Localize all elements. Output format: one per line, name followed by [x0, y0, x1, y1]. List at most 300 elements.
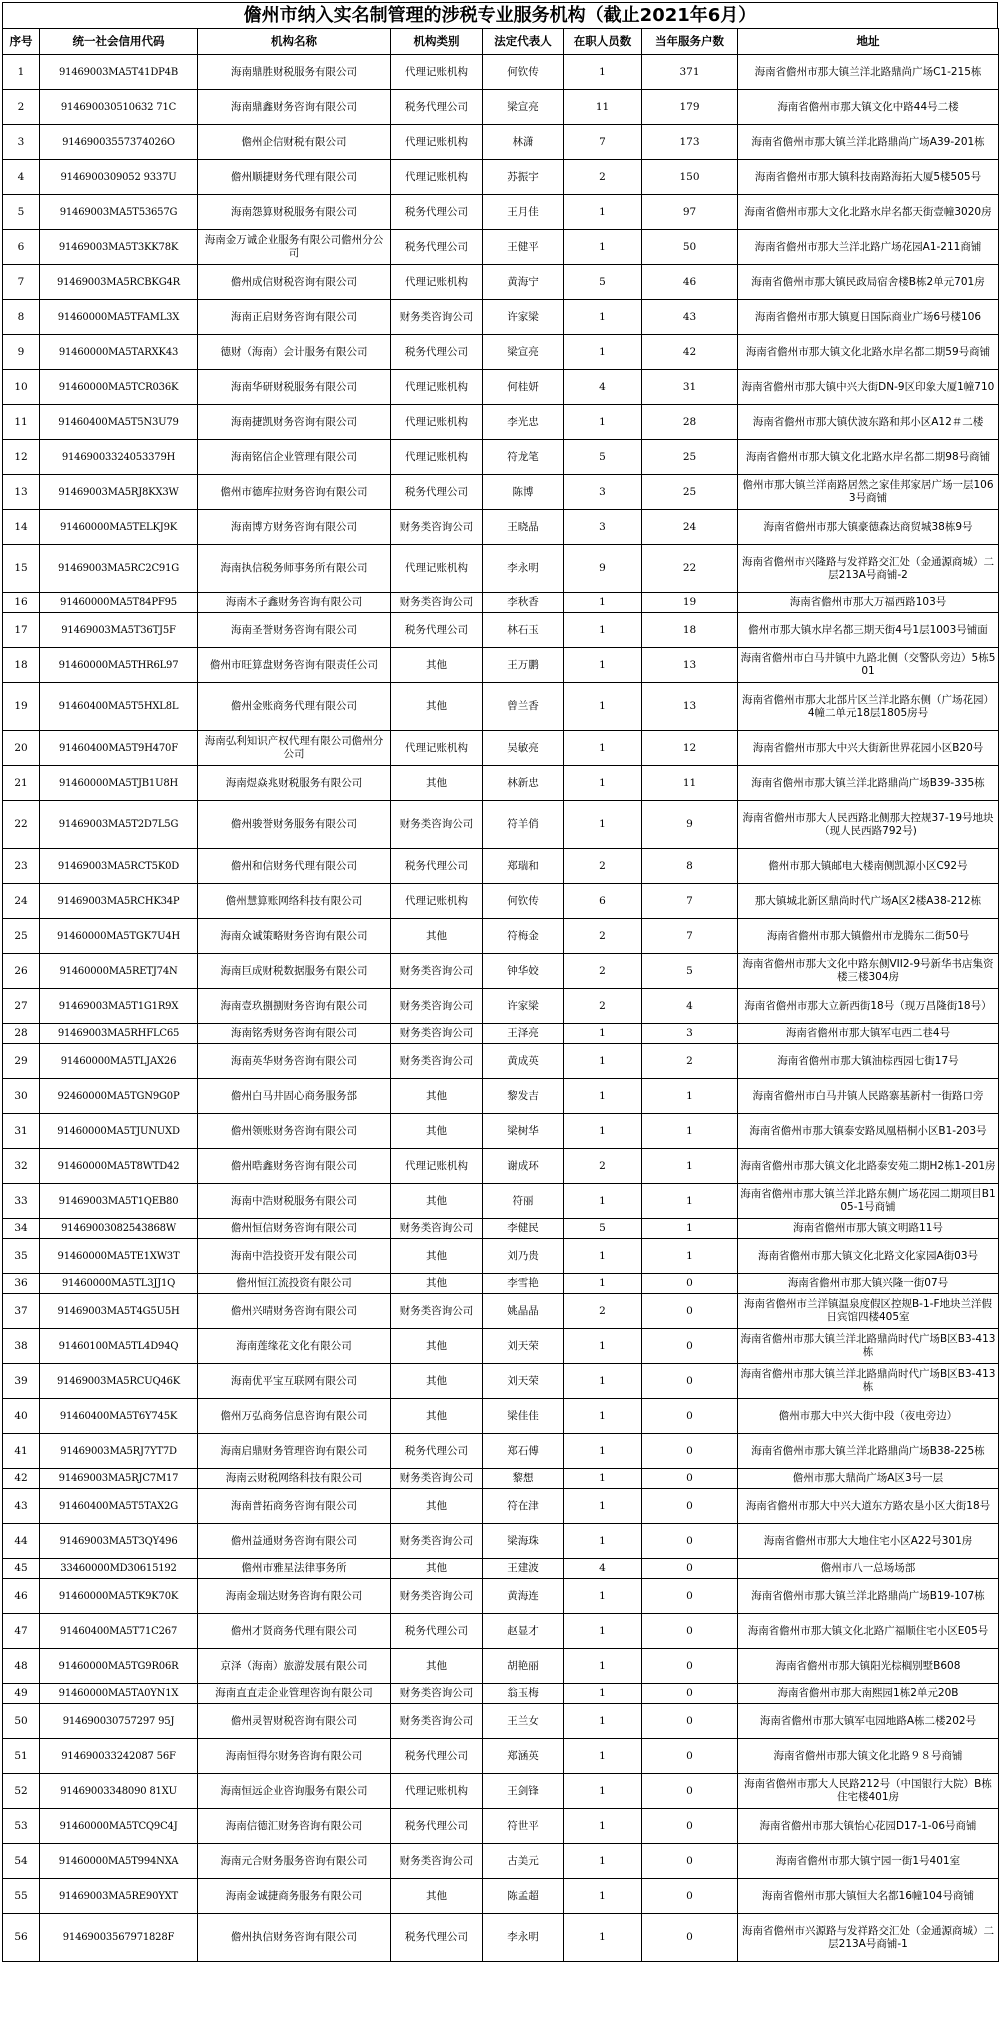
cell-clients: 2	[642, 1044, 738, 1079]
cell-rep: 梁海珠	[483, 1524, 564, 1559]
cell-clients: 1	[642, 1184, 738, 1219]
cell-name: 海南铭信企业管理有限公司	[198, 440, 391, 475]
cell-rep: 刘天荣	[483, 1329, 564, 1364]
cell-code: 91460000MA5TJB1U8H	[40, 766, 198, 801]
cell-staff: 1	[564, 1879, 642, 1914]
cell-addr: 海南省儋州市那大镇文化北路水岸名都二期59号商铺	[738, 335, 999, 370]
cell-clients: 3	[642, 1024, 738, 1044]
cell-addr: 海南省儋州市兰洋镇温泉度假区控规B-1-F地块兰洋假日宾馆四楼405室	[738, 1294, 999, 1329]
cell-staff: 2	[564, 989, 642, 1024]
cell-staff: 2	[564, 160, 642, 195]
table-row	[3, 1524, 999, 1559]
table-row	[3, 613, 999, 648]
header-staff: 在职人员数	[564, 29, 642, 55]
cell-code: 91460000MA5TE1XW3T	[40, 1239, 198, 1274]
table-row	[3, 55, 999, 90]
cell-no: 53	[3, 1809, 40, 1844]
cell-code: 91469003MA5RJ8KX3W	[40, 475, 198, 510]
cell-name: 儋州领账财务咨询有限公司	[198, 1114, 391, 1149]
cell-clients: 46	[642, 265, 738, 300]
cell-code: 91460400MA5T71C267	[40, 1614, 198, 1649]
cell-clients: 0	[642, 1809, 738, 1844]
cell-type: 财务类咨询公司	[391, 1524, 483, 1559]
cell-no: 5	[3, 195, 40, 230]
cell-staff: 4	[564, 370, 642, 405]
cell-staff: 11	[564, 90, 642, 125]
cell-type: 税务代理公司	[391, 230, 483, 265]
cell-staff: 1	[564, 766, 642, 801]
cell-clients: 0	[642, 1364, 738, 1399]
cell-addr: 海南省儋州市那大镇怡心花园D17-1-06号商铺	[738, 1809, 999, 1844]
cell-name: 海南正启财务咨询有限公司	[198, 300, 391, 335]
cell-type: 其他	[391, 1079, 483, 1114]
table-row	[3, 1294, 999, 1329]
cell-code: 91460000MA5T994NXA	[40, 1844, 198, 1879]
cell-clients: 5	[642, 954, 738, 989]
document-title: 儋州市纳入实名制管理的涉税专业服务机构（截止2021年6月）	[2, 2, 998, 28]
cell-staff: 1	[564, 55, 642, 90]
cell-rep: 梁佳佳	[483, 1399, 564, 1434]
cell-name: 儋州骏誉财务服务有限公司	[198, 801, 391, 849]
cell-clients: 31	[642, 370, 738, 405]
table-row	[3, 440, 999, 475]
cell-no: 18	[3, 648, 40, 683]
cell-name: 儋州和信财务代理有限公司	[198, 849, 391, 884]
cell-type: 其他	[391, 683, 483, 731]
cell-staff: 1	[564, 1579, 642, 1614]
table-row	[3, 1219, 999, 1239]
cell-addr: 海南省儋州市那大镇兴隆一街07号	[738, 1274, 999, 1294]
cell-no: 33	[3, 1184, 40, 1219]
cell-name: 海南壹玖捌捌财务咨询有限公司	[198, 989, 391, 1024]
cell-no: 40	[3, 1399, 40, 1434]
cell-name: 儋州顺捷财务代理有限公司	[198, 160, 391, 195]
cell-addr: 海南省儋州市那大镇兰洋北路鼎尚广场C1-215栋	[738, 55, 999, 90]
cell-code: 91469003MA5T1QEB80	[40, 1184, 198, 1219]
cell-staff: 2	[564, 954, 642, 989]
cell-staff: 1	[564, 613, 642, 648]
cell-type: 其他	[391, 1274, 483, 1294]
cell-staff: 1	[564, 1914, 642, 1962]
cell-rep: 李永明	[483, 1914, 564, 1962]
cell-clients: 24	[642, 510, 738, 545]
cell-no: 16	[3, 593, 40, 613]
table-row	[3, 1649, 999, 1684]
cell-name: 海南金万诚企业服务有限公司儋州分公司	[198, 230, 391, 265]
cell-clients: 28	[642, 405, 738, 440]
cell-code: 91460400MA5T6Y745K	[40, 1399, 198, 1434]
cell-clients: 7	[642, 919, 738, 954]
cell-type: 其他	[391, 1184, 483, 1219]
cell-type: 财务类咨询公司	[391, 801, 483, 849]
cell-no: 21	[3, 766, 40, 801]
cell-rep: 符龙笔	[483, 440, 564, 475]
table-row	[3, 1239, 999, 1274]
cell-rep: 黎发吉	[483, 1079, 564, 1114]
cell-type: 代理记账机构	[391, 55, 483, 90]
cell-addr: 海南省儋州市那大镇文化北路９８号商铺	[738, 1739, 999, 1774]
cell-name: 海南启鼎财务管理咨询有限公司	[198, 1434, 391, 1469]
cell-clients: 43	[642, 300, 738, 335]
cell-rep: 林石玉	[483, 613, 564, 648]
cell-addr: 海南省儋州市那大镇恒大名都16幢104号商铺	[738, 1879, 999, 1914]
table-row	[3, 1684, 999, 1704]
cell-rep: 何桂妍	[483, 370, 564, 405]
cell-no: 29	[3, 1044, 40, 1079]
cell-code: 91460400MA5T5HXL8L	[40, 683, 198, 731]
cell-clients: 0	[642, 1434, 738, 1469]
cell-no: 47	[3, 1614, 40, 1649]
cell-staff: 1	[564, 1434, 642, 1469]
cell-clients: 0	[642, 1329, 738, 1364]
cell-clients: 19	[642, 593, 738, 613]
cell-addr: 海南省儋州市那大镇文化北路泰安苑二期H2栋1-201房	[738, 1149, 999, 1184]
table-row	[3, 1274, 999, 1294]
cell-staff: 2	[564, 849, 642, 884]
cell-code: 91460000MA5TG9R06R	[40, 1649, 198, 1684]
cell-code: 91469003MA5RC2C91G	[40, 545, 198, 593]
table-row	[3, 683, 999, 731]
table-row	[3, 265, 999, 300]
cell-code: 91469003MA5RHFLC65	[40, 1024, 198, 1044]
table-row	[3, 1774, 999, 1809]
cell-code: 914690033242087 56F	[40, 1739, 198, 1774]
cell-type: 代理记账机构	[391, 1774, 483, 1809]
cell-no: 7	[3, 265, 40, 300]
table-row	[3, 405, 999, 440]
cell-staff: 5	[564, 440, 642, 475]
cell-no: 20	[3, 731, 40, 766]
cell-type: 税务代理公司	[391, 1614, 483, 1649]
cell-addr: 海南省儋州市兴隆路与发祥路交汇处（金通源商城）二层213A号商铺-2	[738, 545, 999, 593]
cell-staff: 1	[564, 230, 642, 265]
cell-rep: 王兰女	[483, 1704, 564, 1739]
table-row	[3, 370, 999, 405]
cell-staff: 3	[564, 510, 642, 545]
cell-addr: 海南省儋州市兴源路与发祥路交汇处（金通源商城）二层213A号商铺-1	[738, 1914, 999, 1962]
cell-addr: 海南省儋州市白马井镇中九路北侧（交警队旁边）5栋501	[738, 648, 999, 683]
cell-rep: 黄成英	[483, 1044, 564, 1079]
cell-type: 税务代理公司	[391, 475, 483, 510]
cell-name: 儋州市旺算盘财务咨询有限责任公司	[198, 648, 391, 683]
cell-no: 37	[3, 1294, 40, 1329]
cell-rep: 王月佳	[483, 195, 564, 230]
cell-name: 海南中浩投资开发有限公司	[198, 1239, 391, 1274]
cell-clients: 150	[642, 160, 738, 195]
cell-type: 税务代理公司	[391, 195, 483, 230]
table-row	[3, 300, 999, 335]
cell-clients: 11	[642, 766, 738, 801]
cell-staff: 1	[564, 195, 642, 230]
cell-staff: 4	[564, 1559, 642, 1579]
cell-type: 其他	[391, 766, 483, 801]
cell-name: 海南普拓商务咨询有限公司	[198, 1489, 391, 1524]
cell-clients: 0	[642, 1614, 738, 1649]
cell-code: 91469003MA5RJ7YT7D	[40, 1434, 198, 1469]
cell-name: 儋州晧鑫财务咨询有限公司	[198, 1149, 391, 1184]
cell-name: 儋州恒信财务咨询有限公司	[198, 1219, 391, 1239]
cell-code: 91460000MA5THR6L97	[40, 648, 198, 683]
table-row	[3, 475, 999, 510]
cell-no: 56	[3, 1914, 40, 1962]
cell-type: 财务类咨询公司	[391, 1469, 483, 1489]
cell-code: 91469003567971828F	[40, 1914, 198, 1962]
table-row	[3, 1614, 999, 1649]
cell-name: 儋州市雅星法律事务所	[198, 1559, 391, 1579]
cell-code: 91460000MA5TCR036K	[40, 370, 198, 405]
cell-name: 儋州白马井固心商务服务部	[198, 1079, 391, 1114]
cell-type: 代理记账机构	[391, 160, 483, 195]
cell-no: 55	[3, 1879, 40, 1914]
cell-clients: 179	[642, 90, 738, 125]
cell-clients: 25	[642, 475, 738, 510]
cell-rep: 王剑锋	[483, 1774, 564, 1809]
cell-name: 海南恒远企业咨询服务有限公司	[198, 1774, 391, 1809]
cell-name: 海南木子鑫财务咨询有限公司	[198, 593, 391, 613]
cell-rep: 梁树华	[483, 1114, 564, 1149]
cell-type: 财务类咨询公司	[391, 593, 483, 613]
cell-name: 儋州万弘商务信息咨询有限公司	[198, 1399, 391, 1434]
cell-name: 海南众诚策略财务咨询有限公司	[198, 919, 391, 954]
cell-rep: 吴敏亮	[483, 731, 564, 766]
cell-no: 3	[3, 125, 40, 160]
cell-rep: 许家梁	[483, 300, 564, 335]
cell-staff: 1	[564, 593, 642, 613]
cell-code: 91469003MA5RE90YXT	[40, 1879, 198, 1914]
cell-name: 儋州金账商务代理有限公司	[198, 683, 391, 731]
cell-staff: 1	[564, 1489, 642, 1524]
cell-code: 914690030510632 71C	[40, 90, 198, 125]
cell-name: 海南弘利知识产权代理有限公司儋州分公司	[198, 731, 391, 766]
cell-no: 50	[3, 1704, 40, 1739]
cell-rep: 郑石傅	[483, 1434, 564, 1469]
table-row	[3, 1489, 999, 1524]
cell-name: 海南莲缘花文化有限公司	[198, 1329, 391, 1364]
cell-rep: 刘天荣	[483, 1364, 564, 1399]
cell-no: 52	[3, 1774, 40, 1809]
cell-staff: 1	[564, 1524, 642, 1559]
cell-code: 91460100MA5TL4D94Q	[40, 1329, 198, 1364]
cell-rep: 王泽亮	[483, 1024, 564, 1044]
cell-staff: 1	[564, 1844, 642, 1879]
cell-addr: 海南省儋州市那大镇油棕西园七街17号	[738, 1044, 999, 1079]
cell-type: 财务类咨询公司	[391, 1579, 483, 1614]
table-row	[3, 1469, 999, 1489]
cell-name: 海南恒得尔财务咨询有限公司	[198, 1739, 391, 1774]
cell-rep: 何钦传	[483, 884, 564, 919]
cell-clients: 371	[642, 55, 738, 90]
cell-rep: 符羊俏	[483, 801, 564, 849]
cell-staff: 6	[564, 884, 642, 919]
cell-type: 其他	[391, 1239, 483, 1274]
cell-name: 海南铭秀财务咨询有限公司	[198, 1024, 391, 1044]
cell-no: 41	[3, 1434, 40, 1469]
cell-addr: 海南省儋州市那大镇军屯园地路A栋二楼202号	[738, 1704, 999, 1739]
cell-no: 4	[3, 160, 40, 195]
cell-rep: 梁宣亮	[483, 335, 564, 370]
cell-type: 税务代理公司	[391, 335, 483, 370]
cell-rep: 李永明	[483, 545, 564, 593]
cell-no: 27	[3, 989, 40, 1024]
cell-addr: 海南省儋州市那大镇夏日国际商业广场6号楼106	[738, 300, 999, 335]
cell-no: 17	[3, 613, 40, 648]
cell-no: 54	[3, 1844, 40, 1879]
cell-rep: 翁玉梅	[483, 1684, 564, 1704]
cell-no: 12	[3, 440, 40, 475]
cell-addr: 海南省儋州市那大镇泰安路凤凰梧桐小区B1-203号	[738, 1114, 999, 1149]
cell-code: 91469003MA5T3QY496	[40, 1524, 198, 1559]
table-row	[3, 195, 999, 230]
cell-type: 税务代理公司	[391, 1914, 483, 1962]
cell-type: 代理记账机构	[391, 1149, 483, 1184]
cell-code: 91469003MA5RCHK34P	[40, 884, 198, 919]
cell-staff: 1	[564, 1469, 642, 1489]
cell-clients: 8	[642, 849, 738, 884]
cell-no: 42	[3, 1469, 40, 1489]
table-row	[3, 989, 999, 1024]
cell-clients: 18	[642, 613, 738, 648]
cell-staff: 1	[564, 1399, 642, 1434]
cell-name: 海南金瑞达财务咨询有限公司	[198, 1579, 391, 1614]
cell-name: 京泽（海南）旅游发展有限公司	[198, 1649, 391, 1684]
cell-rep: 何钦传	[483, 55, 564, 90]
cell-addr: 海南省儋州市那大北部片区兰洋北路东侧（广场花园）4幢二单元18层1805房号	[738, 683, 999, 731]
cell-type: 代理记账机构	[391, 884, 483, 919]
cell-code: 33460000MD30615192	[40, 1559, 198, 1579]
cell-staff: 1	[564, 683, 642, 731]
cell-clients: 50	[642, 230, 738, 265]
cell-staff: 1	[564, 1024, 642, 1044]
cell-staff: 7	[564, 125, 642, 160]
cell-addr: 那大镇城北新区鼎尚时代广场A区2楼A38-212栋	[738, 884, 999, 919]
cell-no: 28	[3, 1024, 40, 1044]
cell-code: 91460000MA5T8WTD42	[40, 1149, 198, 1184]
cell-no: 24	[3, 884, 40, 919]
table-row	[3, 1399, 999, 1434]
cell-staff: 1	[564, 1684, 642, 1704]
cell-staff: 1	[564, 1079, 642, 1114]
cell-type: 税务代理公司	[391, 849, 483, 884]
cell-name: 海南英华财务咨询有限公司	[198, 1044, 391, 1079]
cell-staff: 5	[564, 1219, 642, 1239]
header-type: 机构类别	[391, 29, 483, 55]
cell-code: 91460400MA5T5TAX2G	[40, 1489, 198, 1524]
cell-staff: 1	[564, 1239, 642, 1274]
cell-clients: 0	[642, 1649, 738, 1684]
table-row	[3, 90, 999, 125]
cell-no: 8	[3, 300, 40, 335]
cell-no: 38	[3, 1329, 40, 1364]
table-row	[3, 801, 999, 849]
cell-addr: 儋州市那大中兴大街中段（夜电旁边）	[738, 1399, 999, 1434]
cell-type: 财务类咨询公司	[391, 1024, 483, 1044]
cell-staff: 1	[564, 1614, 642, 1649]
cell-addr: 海南省儋州市那大镇兰洋北路鼎尚广场B39-335栋	[738, 766, 999, 801]
cell-no: 26	[3, 954, 40, 989]
cell-no: 36	[3, 1274, 40, 1294]
header-row	[3, 29, 999, 55]
cell-clients: 0	[642, 1524, 738, 1559]
cell-type: 代理记账机构	[391, 405, 483, 440]
cell-type: 税务代理公司	[391, 90, 483, 125]
cell-no: 45	[3, 1559, 40, 1579]
cell-type: 代理记账机构	[391, 440, 483, 475]
cell-staff: 1	[564, 1809, 642, 1844]
cell-type: 其他	[391, 1649, 483, 1684]
cell-clients: 0	[642, 1879, 738, 1914]
cell-rep: 钟华姣	[483, 954, 564, 989]
cell-clients: 1	[642, 1079, 738, 1114]
cell-code: 91469003MA5T53657G	[40, 195, 198, 230]
cell-addr: 儋州市那大镇兰洋南路居然之家佳邦家居广场一层1063号商铺	[738, 475, 999, 510]
cell-type: 财务类咨询公司	[391, 1044, 483, 1079]
cell-no: 34	[3, 1219, 40, 1239]
table-row	[3, 593, 999, 613]
cell-name: 海南圣誉财务咨询有限公司	[198, 613, 391, 648]
cell-addr: 海南省儋州市那大镇文明路11号	[738, 1219, 999, 1239]
cell-code: 91460000MA5TCQ9C4J	[40, 1809, 198, 1844]
cell-staff: 1	[564, 1739, 642, 1774]
cell-addr: 海南省儋州市那大镇民政局宿舍楼B栋2单元701房	[738, 265, 999, 300]
cell-addr: 儋州市那大鼎尚广场A区3号一层	[738, 1469, 999, 1489]
table-row	[3, 1704, 999, 1739]
cell-rep: 陈孟超	[483, 1879, 564, 1914]
cell-clients: 0	[642, 1704, 738, 1739]
cell-staff: 3	[564, 475, 642, 510]
cell-clients: 1	[642, 1219, 738, 1239]
cell-rep: 胡艳丽	[483, 1649, 564, 1684]
table-row	[3, 1434, 999, 1469]
cell-addr: 海南省儋州市那大镇豪德森达商贸城38栋9号	[738, 510, 999, 545]
cell-no: 15	[3, 545, 40, 593]
cell-no: 13	[3, 475, 40, 510]
cell-type: 税务代理公司	[391, 1739, 483, 1774]
cell-code: 91460400MA5T9H470F	[40, 731, 198, 766]
cell-type: 财务类咨询公司	[391, 510, 483, 545]
cell-name: 儋州成信财税咨询有限公司	[198, 265, 391, 300]
cell-addr: 海南省儋州市那大镇阳光棕榈别墅B608	[738, 1649, 999, 1684]
table-row	[3, 1149, 999, 1184]
cell-addr: 儋州市八一总场场部	[738, 1559, 999, 1579]
cell-addr: 海南省儋州市那大镇军屯西二巷4号	[738, 1024, 999, 1044]
cell-name: 海南优平宝互联网有限公司	[198, 1364, 391, 1399]
table-row	[3, 230, 999, 265]
cell-no: 6	[3, 230, 40, 265]
table-row	[3, 160, 999, 195]
cell-name: 儋州灵智财税咨询有限公司	[198, 1704, 391, 1739]
cell-rep: 古美元	[483, 1844, 564, 1879]
cell-rep: 李秋香	[483, 593, 564, 613]
cell-staff: 1	[564, 335, 642, 370]
cell-rep: 黄海连	[483, 1579, 564, 1614]
cell-no: 25	[3, 919, 40, 954]
cell-name: 儋州益通财务咨询有限公司	[198, 1524, 391, 1559]
cell-name: 海南执信税务师事务所有限公司	[198, 545, 391, 593]
cell-no: 11	[3, 405, 40, 440]
header-clients: 当年服务户数	[642, 29, 738, 55]
cell-clients: 42	[642, 335, 738, 370]
cell-addr: 海南省儋州市那大镇宁园一街1号401室	[738, 1844, 999, 1879]
cell-name: 德财（海南）会计服务有限公司	[198, 335, 391, 370]
cell-addr: 海南省儋州市那大镇兰洋北路鼎尚广场B19-107栋	[738, 1579, 999, 1614]
cell-staff: 1	[564, 300, 642, 335]
cell-no: 44	[3, 1524, 40, 1559]
cell-rep: 林潇	[483, 125, 564, 160]
cell-clients: 0	[642, 1559, 738, 1579]
cell-type: 代理记账机构	[391, 731, 483, 766]
cell-no: 39	[3, 1364, 40, 1399]
cell-type: 代理记账机构	[391, 545, 483, 593]
